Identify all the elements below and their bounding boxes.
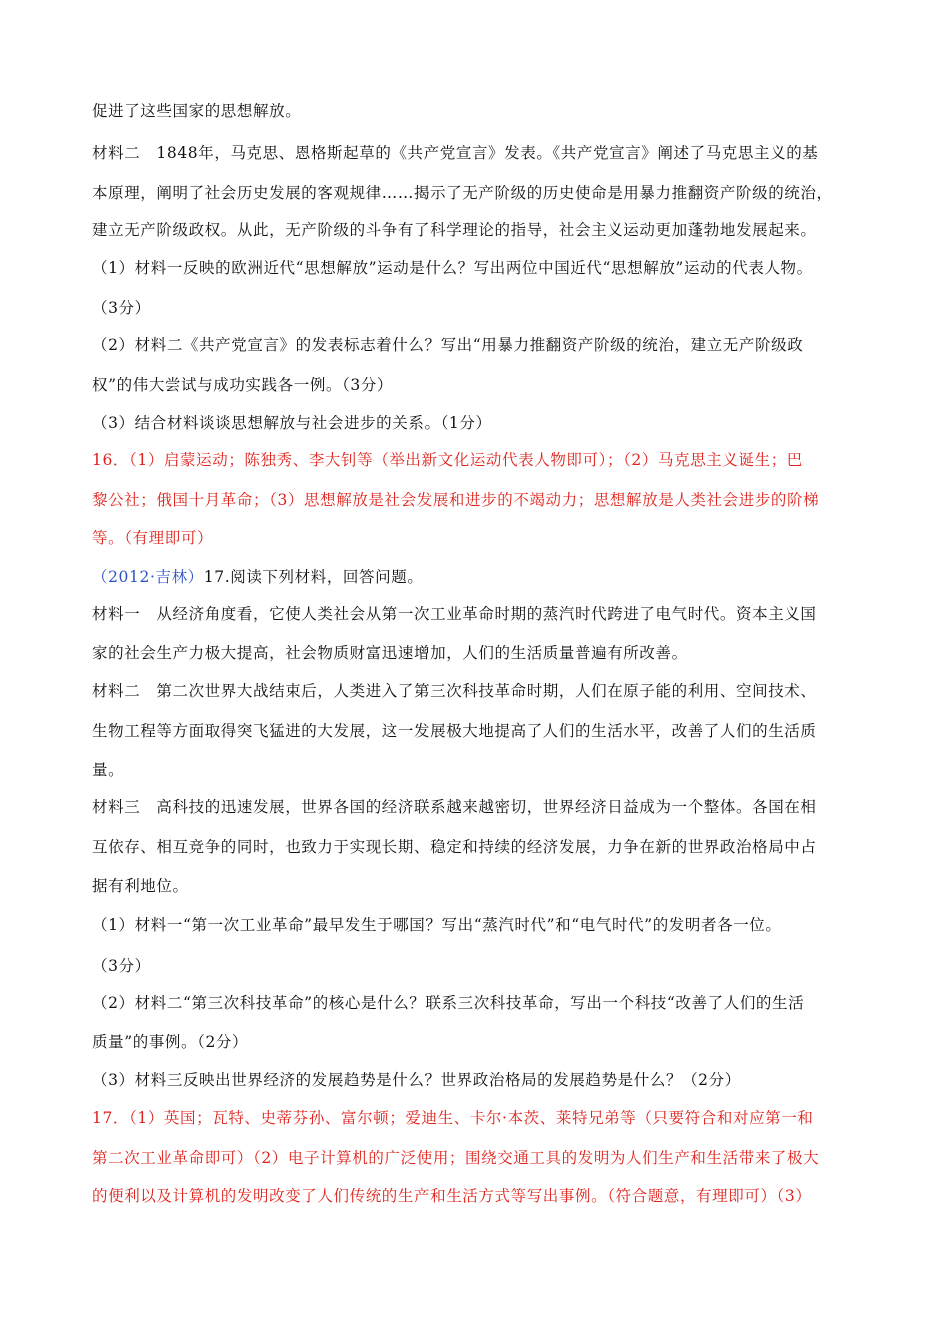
answer-line: 等。（有理即可）	[92, 529, 214, 547]
question-line: （1）材料一反映的欧洲近代“思想解放”运动是什么？写出两位中国近代“思想解放”运动的代表人物。	[92, 259, 813, 277]
question-line: （3）结合材料谈谈思想解放与社会进步的关系。（1分）	[92, 414, 492, 432]
question-line: （3）材料三反映出世界经济的发展趋势是什么？世界政治格局的发展趋势是什么？（2分）	[92, 1071, 741, 1089]
answer-line: 第二次工业革命即可）（2）电子计算机的广泛使用；围绕交通工具的发明为人们生产和生活带来了极大	[92, 1149, 820, 1167]
question-line: 权”的伟大尝试与成功实践各一例。（3分）	[92, 376, 394, 394]
text-line: 生物工程等方面取得突飞猛进的大发展，这一发展极大地提高了人们的生活水平，改善了人们的生活质	[92, 722, 817, 740]
text-line: 材料一 从经济角度看，它使人类社会从第一次工业革命时期的蒸汽时代跨进了电气时代。资本主义国	[92, 605, 817, 623]
text-line: 本原理，阐明了社会历史发展的客观规律……揭示了无产阶级的历史使命是用暴力推翻资产阶级的统治，	[92, 184, 833, 202]
text-line: 量。	[92, 761, 125, 779]
text-line: 材料三 高科技的迅速发展，世界各国的经济联系越来越密切，世界经济日益成为一个整体。各国在相	[92, 798, 817, 816]
question-heading	[92, 567, 423, 587]
text-line: 材料二 1848年，马克思、恩格斯起草的《共产党宣言》发表。《共产党宣言》阐述了马克思主义的基	[92, 144, 819, 162]
answer-line: 黎公社；俄国十月革命；（3）思想解放是社会发展和进步的不竭动力；思想解放是人类社会进步的阶梯	[92, 491, 820, 509]
text-line: 材料二 第二次世界大战结束后，人类进入了第三次科技革命时期，人们在原子能的利用、空间技术、	[92, 682, 817, 700]
question-line: （3分）	[92, 299, 151, 317]
text-line: 家的社会生产力极大提高，社会物质财富迅速增加，人们的生活质量普遍有所改善。	[92, 644, 688, 662]
text-line: 据有利地位。	[92, 877, 189, 895]
question-line: （1）材料一“第一次工业革命”最早发生于哪国？写出“蒸汽时代”和“电气时代”的发明者各一位。	[92, 916, 782, 934]
question-line: （3分）	[92, 957, 151, 975]
text-line: 促进了这些国家的思想解放。	[92, 102, 302, 120]
answer-line: 17．（1）英国；瓦特、史蒂芬孙、富尔顿；爱迪生、卡尔·本茨、莱特兄弟等（只要符合和对应第一和	[92, 1109, 814, 1127]
text-line: 建立无产阶级政权。从此，无产阶级的斗争有了科学理论的指导，社会主义运动更加蓬勃地发展起来。	[92, 221, 817, 239]
source-tag: （2012·吉林）	[92, 568, 204, 586]
answer-line: 16．（1）启蒙运动；陈独秀、李大钊等（举出新文化运动代表人物即可）；（2）马克思主义诞生；巴	[92, 451, 803, 469]
text-line: 互依存、相互竞争的同时，也致力于实现长期、稳定和持续的经济发展，力争在新的世界政治格局中占	[92, 838, 817, 856]
question-line: （2）材料二《共产党宣言》的发表标志着什么？写出“用暴力推翻资产阶级的统治，建立无产阶级政	[92, 336, 804, 354]
question-line: 质量”的事例。（2分）	[92, 1033, 249, 1051]
question-heading-text: 17.阅读下列材料，回答问题。	[203, 568, 424, 586]
question-line: （2）材料二“第三次科技革命”的核心是什么？联系三次科技革命，写出一个科技“改善了人们的生活	[92, 994, 805, 1012]
answer-line: 的便利以及计算机的发明改变了人们传统的生产和生活方式等写出事例。（符合题意，有理即可）（3）	[92, 1187, 812, 1205]
